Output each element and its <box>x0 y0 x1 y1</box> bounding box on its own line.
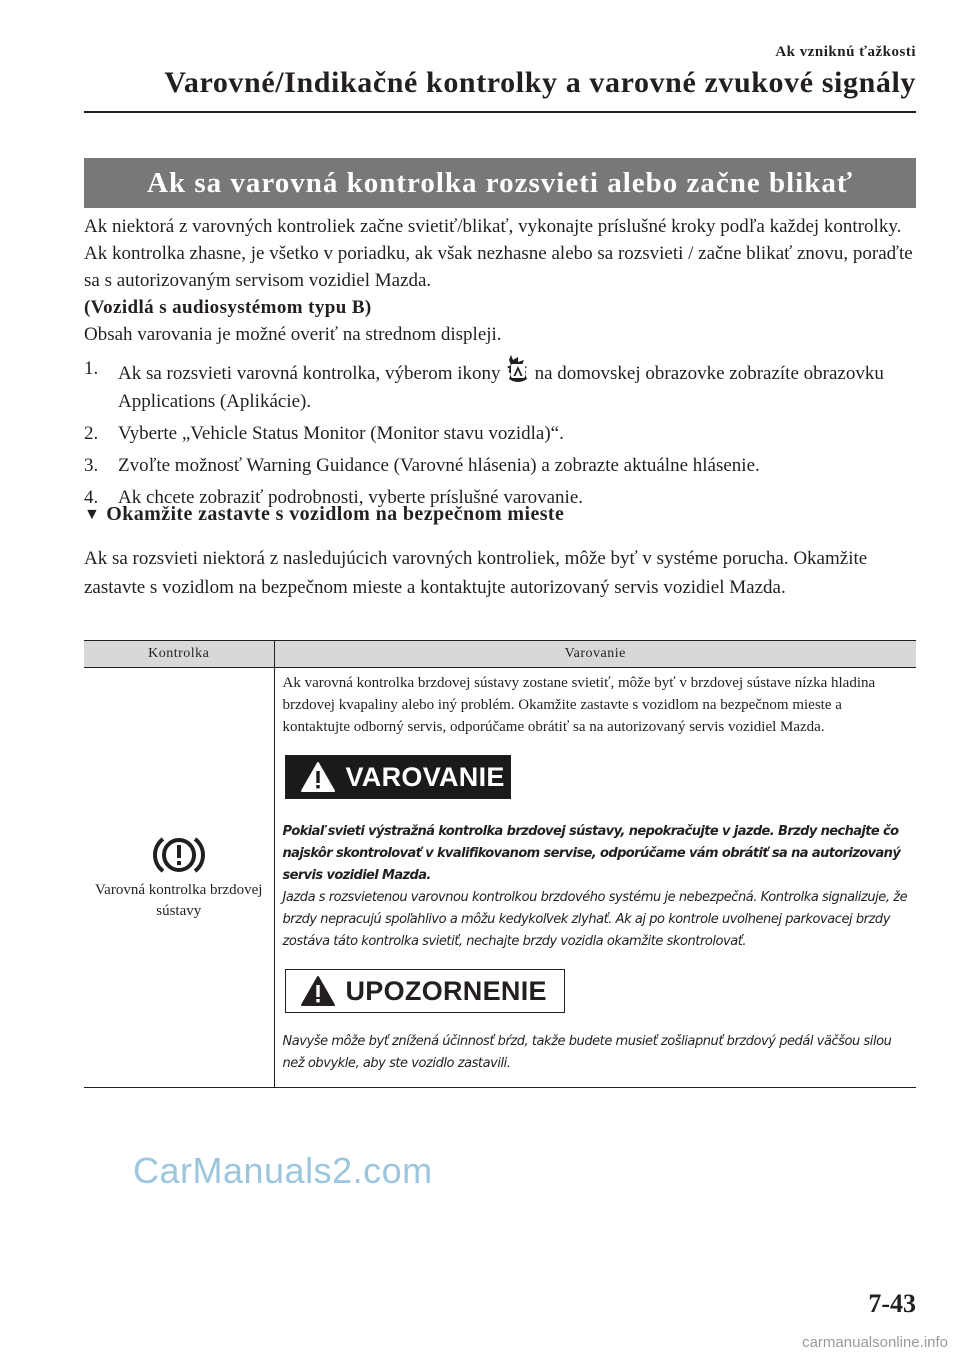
column-header-indicator: Kontrolka <box>84 641 274 668</box>
indicator-label: Varovná kontrolka brzdovej sústavy <box>95 881 263 919</box>
applications-icon <box>505 355 531 385</box>
steps-list <box>84 355 924 516</box>
intro-paragraph: Ak niektorá z varovných kontroliek začne svietiť/blikať, vykonajte príslušné kroky podľa každej kontrolky. Ak kontrolka zhasne, je všetko v poriadku, ak však nezhasne alebo sa rozsvieti / začne blikať znovu, poraďte sa s autorizovaným servisom vozidiel Mazda. <box>84 216 913 291</box>
table-header-row <box>84 641 916 668</box>
warning-cell <box>274 668 916 1088</box>
warning-description: Ak varovná kontrolka brzdovej sústavy zostane svietiť, môže byť v brzdovej sústave nízka hladina brzdovej kvapaliny alebo iný problém. Okamžite zastavte s vozidlom na bezpečnom mieste a kontaktujte odborný servis, odporúčame obrátiť sa na autorizovaný servis vozidiel Mazda. <box>282 675 876 735</box>
subheading-text: Okamžite zastavte s vozidlom na bezpečnom mieste <box>106 503 565 525</box>
caution-triangle-icon <box>300 975 336 1007</box>
step-text: Zvoľte možnosť Warning Guidance (Varovné hlásenia) a zobrazte aktuálne hlásenie. <box>118 455 760 476</box>
step-text: Ak sa rozsvieti varovná kontrolka, výberom ikony <box>118 363 501 384</box>
column-header-warning: Varovanie <box>274 641 916 668</box>
list-item <box>84 355 924 416</box>
step-text: Ak chcete zobraziť podrobnosti, vyberte príslušné varovanie. <box>118 487 584 508</box>
topic-banner: Ak sa varovná kontrolka rozsvieti alebo začne blikať <box>84 158 916 208</box>
step-number: 1. <box>84 358 99 379</box>
warning-bold-text: Pokiaľ svieti výstražná kontrolka brzdovej sústavy, nepokračujte v jazde. Brzdy nechajte čo najskôr skontrolovať v kvalifikovanom servise, odporúčame vám obrátiť sa na autorizovaný servis vozidiel Mazda. <box>282 824 901 883</box>
caution-sign <box>285 969 565 1013</box>
watermark: CarManuals2.com <box>133 1150 433 1191</box>
warning-sign <box>285 755 511 799</box>
display-note: Obsah varovania je možné overiť na strednom displeji. <box>84 324 502 345</box>
table-row <box>84 668 916 1088</box>
caution-text: Navyše môže byť znížená účinnosť bŕzd, takže budete musieť zošliapnuť brzdový pedál väčšou silou než obvykle, aby ste vozidlo zastavili. <box>282 1034 892 1071</box>
step-text: Vyberte „Vehicle Status Monitor (Monitor stavu vozidla)“. <box>118 423 564 444</box>
section-title: Varovné/Indikačné kontrolky a varovné zvukové signály <box>164 66 916 99</box>
warning-detail-text: Jazda s rozsvietenou varovnou kontrolkou brzdového systému je nebezpečná. Kontrolka signalizuje, že brzdy nepracujú spoľahlivo a môžu kedykoľvek zlyhať. Ak aj po kontrole uvoľnenej parkovacej brzdy zostáva táto kontrolka svietiť, nechajte brzdy vozidla okamžite skontrolovať. <box>282 890 908 949</box>
chapter-title: Ak vzniknú ťažkosti <box>775 44 916 60</box>
triangle-down-icon: ▼ <box>84 506 101 523</box>
list-item <box>84 452 924 480</box>
subheading <box>84 503 564 526</box>
stop-instruction-paragraph: Ak sa rozsvieti niektorá z nasledujúcich varovných kontroliek, môže byť v systéme porucha. Okamžite zastavte s vozidlom na bezpečnom mieste a kontaktujte autorizovaný servis vozidiel Mazda. <box>84 548 868 598</box>
brake-system-warning-icon <box>152 834 206 876</box>
list-item <box>84 420 924 448</box>
page-number: 7-43 <box>868 1289 916 1318</box>
caution-label: UPOZORNENIE <box>345 975 547 1006</box>
step-number: 3. <box>84 455 99 476</box>
intro-block <box>84 213 924 348</box>
audio-system-note: (Vozidlá s audiosystémom typu B) <box>84 297 372 318</box>
warning-table <box>84 640 916 1088</box>
warning-triangle-icon <box>300 761 336 793</box>
step-number: 4. <box>84 487 99 508</box>
indicator-cell <box>84 668 274 1088</box>
step-text-continued: na domovskej obrazovke zobrazíte obrazovku Applications (Aplikácie). <box>118 363 884 412</box>
footer-site-label: carmanualsonline.info <box>802 1334 948 1351</box>
step-number: 2. <box>84 423 99 444</box>
header-divider <box>84 111 916 113</box>
warning-label: VAROVANIE <box>345 761 505 792</box>
